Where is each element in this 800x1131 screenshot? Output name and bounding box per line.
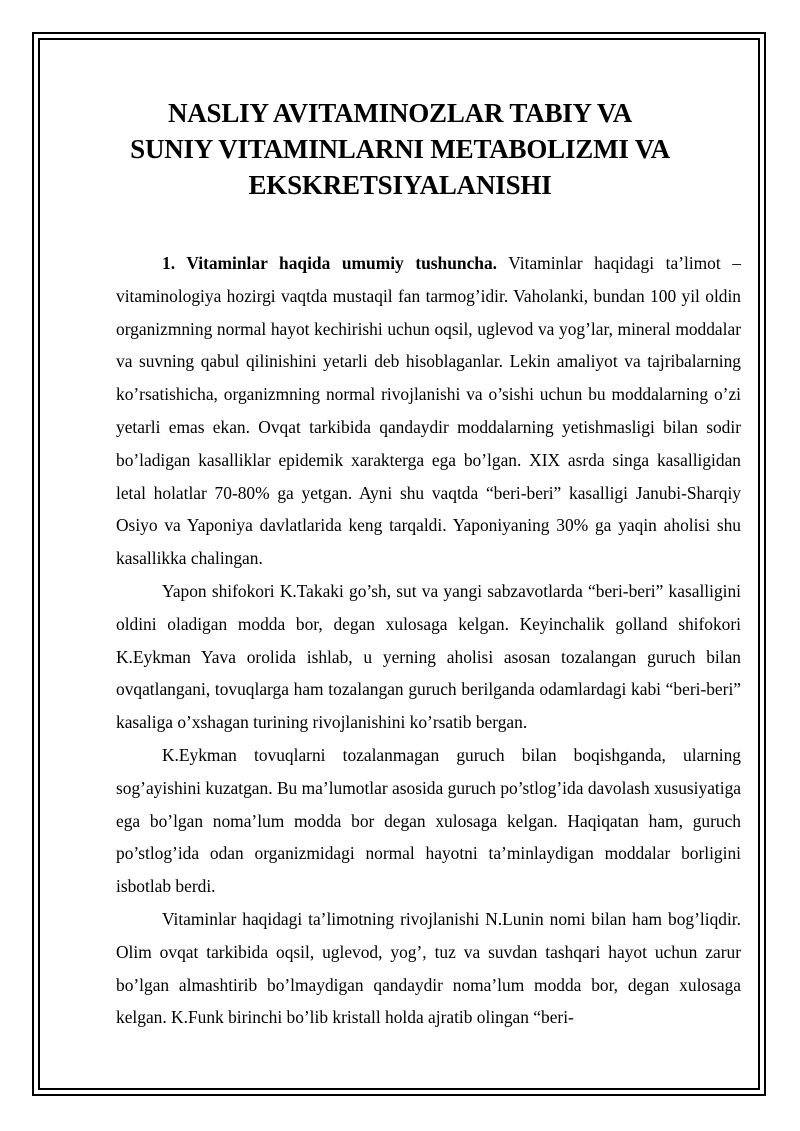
section-heading: 1. Vitaminlar haqida umumiy tushuncha. bbox=[162, 253, 498, 273]
paragraph-3: K.Eykman tovuqlarni tozalanmagan guruch bilan boqishganda, ularning sog’ayishini kuzatgan. Bu ma’lumotlar asosida guruch po’stlog’ida davolash xususiyatiga ega bo’lgan noma’lum modda bor degan xulosaga kelgan. Haqiqatan ham, guruch po’stlog’ida odan organizmidagi normal hayotni ta’minlaydigan moddalar borligini isbotlab berdi. bbox=[116, 744, 741, 897]
paragraph-1 bbox=[116, 247, 741, 575]
paragraph-2: Yapon shifokori K.Takaki go’sh, sut va yangi sabzavotlarda “beri-beri” kasalligini oldini oladigan modda bor, degan xulosaga kelgan. Keyinchalik golland shifokori K.Eykman Yava orolida ishlab, u yerning aholisi asosan tozalangan guruch bilan ovqatlangani, tovuqlarga ham tozalangan guruch berilganda odamlardagi kabi “beri-beri” kasaliga o’xshagan turining rivojlanishini ko’rsatib bergan. bbox=[116, 580, 741, 733]
title-line-1: NASLIY AVITAMINOZLAR TABIY VA bbox=[167, 98, 633, 128]
title-line-3: EKSKRETSIYALANISHI bbox=[248, 170, 552, 200]
document-title bbox=[60, 95, 740, 203]
paragraph-1-text: Vitaminlar haqidagi ta’limot – vitaminologiya hozirgi vaqtda mustaqil fan tarmog’idir. Vaholanki, bundan 100 yil oldin organizmning normal hayot kechirishi uchun oqsil, uglevod va yog’lar, mineral moddalar va suvning qabul qilinishini yetarli deb hisoblaganlar. Lekin amaliyot va tajribalarning ko’rsatishicha, organizmning normal rivojlanishi va o’sishi uchun bu moddalarning o’zi yetarli emas ekan. Ovqat tarkibida qandaydir moddalarning yetishmasligi bilan sodir bo’ladigan kasalliklar epidemik xarakterga ega bo’lgan. XIX asrda singa kasalligidan letal holatlar 70-80% ga yetgan. Ayni shu vaqtda “beri-beri” kasalligi Janubi-Sharqiy Osiyo va Yaponiya davlatlarida keng tarqaldi. Yaponiyaning 30% ga yaqin aholisi shu kasallikka chalingan. bbox=[116, 253, 741, 569]
title-line-2: SUNIY VITAMINLARNI METABOLIZMI VA bbox=[130, 134, 670, 164]
document-body bbox=[116, 247, 741, 1034]
paragraph-4: Vitaminlar haqidagi ta’limotning rivojlanishi N.Lunin nomi bilan ham bog’liqdir. Olim ovqat tarkibida oqsil, uglevod, yog’, tuz va suvdan tashqari hayot uchun zarur bo’lgan almashtirib bo’lmaydigan qandaydir noma’lum modda bor, degan xulosaga kelgan. K.Funk birinchi bo’lib kristall holda ajratib olingan “beri- bbox=[116, 908, 741, 1028]
